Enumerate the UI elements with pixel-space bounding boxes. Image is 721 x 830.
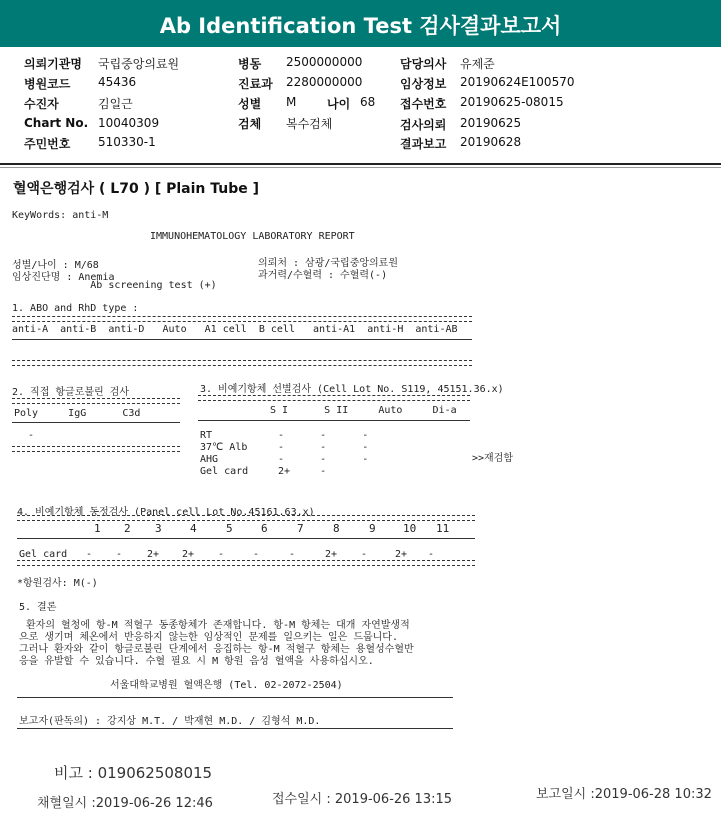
receipt-no-value: 20190625-08015 bbox=[460, 95, 564, 109]
section3-columns: S I S II Auto Di-a bbox=[270, 405, 457, 416]
test-request-value: 20190625 bbox=[460, 116, 522, 130]
panel-cell-number: 5 bbox=[226, 522, 233, 535]
conclusion-line-2: 으로 생기며 체온에서 반응하지 않는한 임상적인 문제를 일으키는 일은 드뭅니다. bbox=[19, 632, 398, 643]
section1-title: 1. ABO and RhD type : bbox=[12, 303, 139, 314]
panel-cell-value: 2+ bbox=[395, 549, 408, 560]
patient-value: 김일근 bbox=[98, 97, 133, 111]
hospital-bloodbank: 서울대학교병원 혈액은행 (Tel. 02-2072-2504) bbox=[110, 680, 343, 691]
patient-sex-age: 성별/나이 : M/68 bbox=[12, 260, 99, 271]
ward-label: 병동 bbox=[238, 57, 262, 71]
panel-cell-value: 2+ bbox=[182, 549, 195, 560]
panel-cell-value: 2+ bbox=[325, 549, 338, 560]
panel-cell-number: 3 bbox=[155, 522, 162, 535]
resident-no-value: 510330-1 bbox=[98, 135, 156, 149]
section3-rule-top bbox=[198, 395, 470, 401]
remark: 비고 : 019062508015 bbox=[54, 764, 213, 782]
clinical-info-label: 임상정보 bbox=[400, 77, 447, 91]
section3-row-gel-values: 2+ - bbox=[278, 466, 327, 477]
physician-value: 유제준 bbox=[460, 57, 495, 71]
transfusion-history: 과거력/수혈력 : 수혈력(-) bbox=[258, 270, 388, 281]
patient-diagnosis: 임상진단명 : Anemia bbox=[12, 272, 115, 283]
section1-rule-mid bbox=[12, 339, 472, 340]
hospital-code-value: 45436 bbox=[98, 75, 137, 89]
section3-title: 3. 비예기항체 선별검사 (Cell Lot No. S119, 45151.36.x) bbox=[200, 384, 504, 395]
referring-institution: 의뢰처 : 삼광/국립중앙의료원 bbox=[258, 258, 399, 269]
receipt-no-label: 접수번호 bbox=[400, 97, 447, 111]
page-title: Ab Identification Test 검사결과보고서 bbox=[159, 14, 562, 38]
section3-row-rt-label: RT bbox=[200, 430, 213, 441]
header-divider-thin bbox=[0, 167, 721, 168]
section4-row-label: Gel card bbox=[19, 549, 68, 560]
section1-columns: anti-A anti-B anti-D Auto A1 cell B cell anti-A1 anti-H anti-AB bbox=[12, 324, 458, 335]
requester-label: 의뢰기관명 bbox=[24, 57, 82, 71]
section3-row-rt-values: - - - bbox=[278, 430, 369, 441]
panel-cell-number: 1 bbox=[94, 522, 101, 535]
signature-rule-bottom bbox=[17, 728, 453, 729]
section5-title: 5. 결론 bbox=[19, 602, 57, 613]
clinical-info-value: 20190624E100570 bbox=[460, 75, 575, 89]
patient-diagnosis-2: Ab screening test (+) bbox=[12, 280, 217, 291]
panel-cell-number: 7 bbox=[297, 522, 304, 535]
report-title-bar bbox=[0, 0, 721, 47]
chart-no-label: Chart No. bbox=[24, 116, 89, 130]
section1-rule-bottom bbox=[12, 360, 472, 366]
section3-row-alb-label: 37℃ Alb bbox=[200, 442, 248, 453]
ward-value: 2500000000 bbox=[286, 55, 363, 69]
section2-rule-bottom bbox=[12, 446, 180, 452]
section4-rule-bottom bbox=[17, 560, 475, 566]
sex-value: M bbox=[286, 95, 297, 109]
panel-cell-number: 6 bbox=[261, 522, 268, 535]
panel-cell-value: - bbox=[116, 549, 123, 560]
section3-row-ahg-label: AHG bbox=[200, 454, 219, 465]
result-report-value: 20190628 bbox=[460, 135, 522, 149]
department-value: 2280000000 bbox=[286, 75, 363, 89]
section2-value: - bbox=[28, 430, 35, 441]
section3-row-gel-label: Gel card bbox=[200, 466, 249, 477]
antigen-test: *항원검사: M(-) bbox=[17, 578, 98, 589]
report-time: 보고일시 :2019-06-28 10:32 bbox=[536, 787, 712, 802]
panel-cell-value: - bbox=[428, 549, 435, 560]
test-request-label: 검사의뢰 bbox=[400, 118, 447, 132]
section1-rule-top bbox=[12, 316, 472, 322]
signature-rule-top bbox=[17, 697, 453, 698]
panel-cell-number: 4 bbox=[190, 522, 197, 535]
panel-cell-number: 2 bbox=[124, 522, 131, 535]
report-title: 혈액은행검사 ( L70 ) [ Plain Tube ] bbox=[13, 181, 260, 197]
conclusion-line-4: 응을 유발할 수 있습니다. 수혈 필요 시 M 항원 음성 혈액을 사용하십시오. bbox=[19, 656, 374, 667]
panel-cell-value: - bbox=[218, 549, 225, 560]
panel-cell-value: - bbox=[361, 549, 368, 560]
section3-row-alb-values: - - - bbox=[278, 442, 369, 453]
panel-cell-number: 9 bbox=[369, 522, 376, 535]
age-value: 68 bbox=[360, 95, 376, 109]
panel-cell-value: 2+ bbox=[147, 549, 160, 560]
panel-cell-value: - bbox=[253, 549, 260, 560]
section3-recheck-note: >>재검함 bbox=[472, 453, 514, 464]
age-label: 나이 bbox=[327, 97, 351, 111]
section4-title: 4. 비예기항체 동정검사 (Panel cell Lot No.45161.63.x) bbox=[17, 507, 315, 518]
conclusion-line-3: 그러나 환자와 같이 항글로불린 단계에서 응집하는 항-M 적혈구 항체는 용혈성수혈반 bbox=[19, 644, 414, 655]
reporter: 보고자(판독의) : 강지상 M.T. / 박재현 M.D. / 김형석 M.D. bbox=[19, 716, 321, 727]
section4-rule-top bbox=[17, 515, 475, 521]
lab-report-title: IMMUNOHEMATOLOGY LABORATORY REPORT bbox=[150, 231, 355, 242]
panel-cell-number: 11 bbox=[436, 522, 450, 535]
receipt-time: 접수일시 : 2019-06-26 13:15 bbox=[272, 792, 453, 807]
header-divider bbox=[0, 163, 721, 165]
resident-no-label: 주민번호 bbox=[24, 137, 71, 151]
specimen-label: 검체 bbox=[238, 117, 262, 131]
panel-cell-value: - bbox=[289, 549, 296, 560]
requester-value: 국립중앙의료원 bbox=[98, 57, 180, 71]
section2-title: 2. 직접 항글로불린 검사 bbox=[12, 387, 130, 398]
department-label: 진료과 bbox=[238, 77, 273, 91]
patient-label: 수진자 bbox=[24, 97, 59, 111]
section3-row-ahg-values: - - - bbox=[278, 454, 369, 465]
section3-rule-mid bbox=[198, 420, 470, 421]
sex-label: 성별 bbox=[238, 97, 262, 111]
result-report-label: 결과보고 bbox=[400, 137, 447, 151]
section2-rule-mid bbox=[12, 422, 180, 423]
section2-columns: Poly IgG C3d bbox=[14, 408, 141, 419]
chart-no-value: 10040309 bbox=[98, 116, 160, 130]
specimen-value: 복수검체 bbox=[286, 117, 333, 131]
collection-time: 채혈일시 :2019-06-26 12:46 bbox=[37, 796, 213, 811]
section2-rule-top bbox=[12, 398, 180, 404]
physician-label: 담당의사 bbox=[400, 57, 447, 71]
hospital-code-label: 병원코드 bbox=[24, 77, 71, 91]
keywords: KeyWords: anti-M bbox=[12, 210, 109, 221]
panel-cell-number: 10 bbox=[403, 522, 417, 535]
panel-cell-number: 8 bbox=[333, 522, 340, 535]
panel-cell-value: - bbox=[86, 549, 93, 560]
conclusion-line-1: 환자의 혈청에 항-M 적혈구 동종항체가 존재합니다. 항-M 항체는 대개 자연발생적 bbox=[26, 620, 410, 631]
section4-rule-mid bbox=[17, 538, 475, 539]
